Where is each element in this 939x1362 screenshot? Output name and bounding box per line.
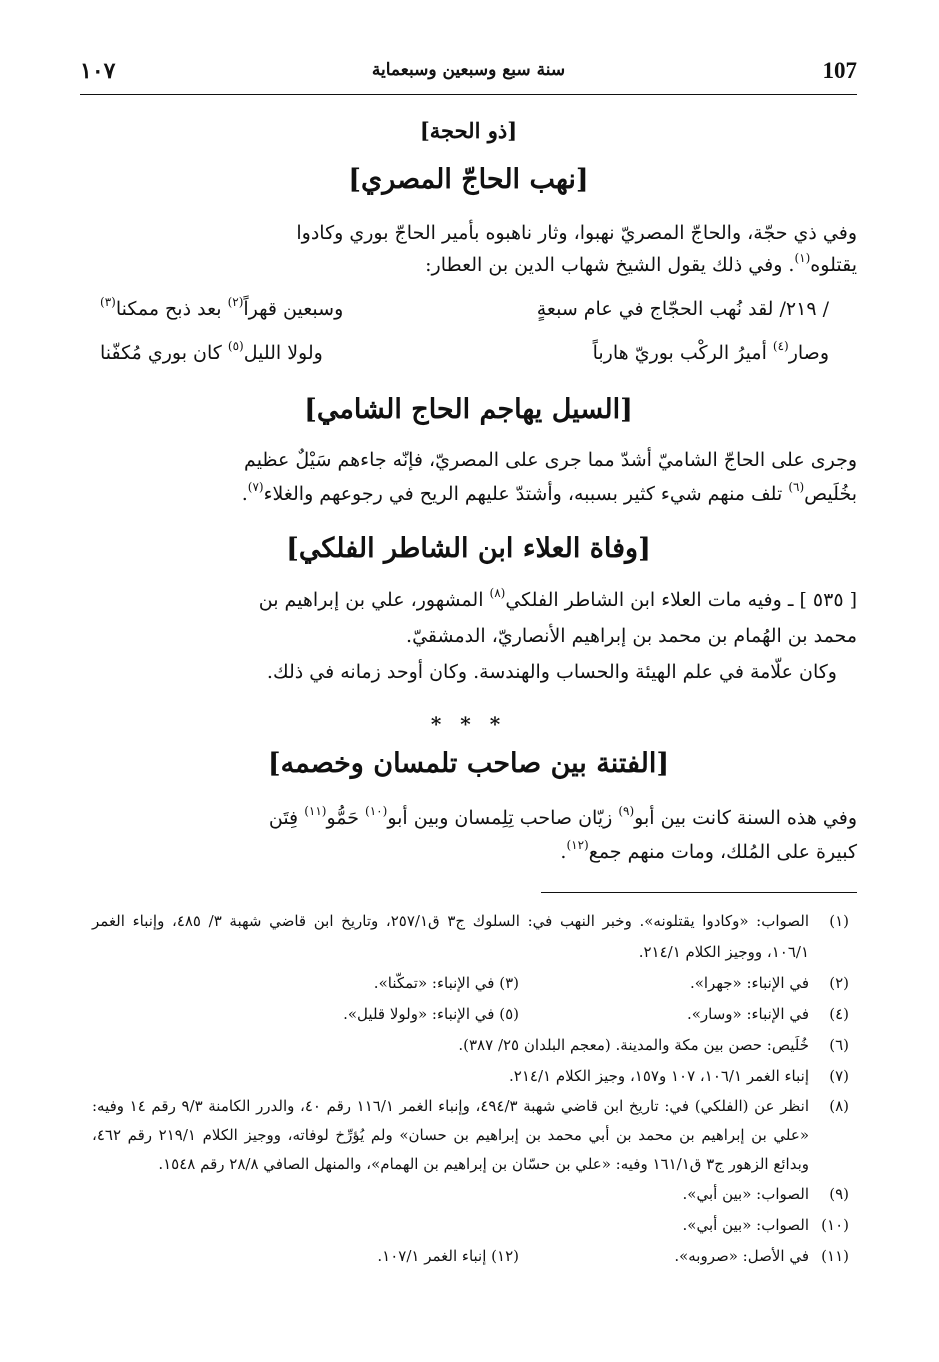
text-line: وفي ذي حجّة، والحاجّ المصريّ نهبوا، وثار ناهبوه بأمير الحاجّ بوري وكادوا: [296, 222, 857, 244]
text-line: يقتلوه$^{(١)}$. وفي ذلك يقول الشيخ شهاب الدين بن العطار:: [425, 251, 857, 276]
footnotes: [92, 906, 849, 1272]
verse-1: [100, 295, 829, 338]
paragraph-flood: [80, 440, 857, 514]
text-line: وجرى على الحاجّ الشاميّ أشدّ مما جرى على المصريّ، فإنّه جاءهم سَيْلٌ عظيم: [244, 449, 857, 471]
footnote-rule: [541, 892, 857, 893]
text-line: بخُلَيص$^{(٦)}$ تلف منهم شيء كثير بسببه، وأشتدّ عليهم الريح في رجوعهم والغلاء$^{(٧)}$.: [241, 480, 857, 505]
section-heading-death-notice: [وفاة العلاء ابن الشاطر الفلكي]: [286, 533, 651, 564]
footnote-6: (٦) خُلَيص: حصن بين مكة والمدينة. (معجم البلدان ٢٥/ ٣٨٧).: [458, 1036, 849, 1054]
verse-2: [100, 339, 829, 382]
text-line: [ ٥٣٥ ] ـ وفيه مات العلاء ابن الشاطر الفلكي$^{(٨)}$ المشهور، علي بن إبراهيم بن: [258, 586, 857, 611]
section-separator: * * *: [430, 712, 507, 736]
running-header: [80, 58, 857, 94]
footnote-ref: (١): [794, 251, 811, 265]
section-heading-tlemcen: [الفتنة بين صاحب تلمسان وخصمه]: [267, 748, 670, 779]
footnote-10: (١٠) الصواب: «بين أبي».: [682, 1216, 849, 1234]
section-heading-flood: [السيل يهاجم الحاج الشامي]: [304, 394, 633, 425]
footnote-9: (٩) الصواب: «بين أبي».: [682, 1185, 849, 1203]
page-number-arabic: ١٠٧: [80, 58, 116, 84]
entry-number: [ ٥٣٥ ] ـ وفيه مات العلاء ابن الشاطر الفلكي: [505, 589, 857, 611]
text-line: وفي هذه السنة كانت بين أبو$^{(٩)}$ زيّان صاحب تِلِمسان وبين أبو$^{(١٠)}$ حَمُّو$^{(١١)}$ فِتَن: [268, 804, 857, 829]
footnote-7: (٧) إنباء الغمر ١٠٦/١، ١٠٧ و١٥٧، وجيز الكلام ٢١٤/١.: [509, 1067, 849, 1085]
verse-hemistich: وصار$^{(٤)}$ أميرُ الركْب بوريّ هارباً: [592, 339, 829, 364]
verse-hemistich: وسبعين قهراً$^{(٢)}$ بعد ذبح ممكنا$^{(٣)}$: [100, 295, 344, 320]
verse-hemistich: / ٢١٩/ لقد نُهب الحجّاج في عام سبعةٍ: [536, 298, 829, 320]
text-line: كبيرة على المُلك، ومات منهم جمع$^{(١٢)}$.: [560, 838, 857, 863]
footnote-11-12: (١١) في الأصل: «صروبه». (١٢) إنباء الغمر ١٠٧/١.: [377, 1247, 849, 1265]
footnote-8: (٨) انظر عن (الفلكي) في: تاريخ ابن قاضي شهبة ٤٩٤/٣، وإنباء الغمر ١١٦/١ رقم ٤٠، والدرر الكامنة ٩/٣ رقم ١٤ وفيه: «علي بن إبراهيم بن محمد بن أبي محمد بن إبراهيم بن حسان» ولم يُؤرِّخ لوفاته، ووجيز الكلام ٢١٩/١ رقم ٤٦٢، وبدائع الزهور ج٣ ق١٦١/١ وفيه: «علي بن حسّان بن إبراهيم بن الهمام»، والمنهل الصافي ٢٨/٨ رقم ١٥٤٨.: [92, 1097, 849, 1173]
header-rule: [80, 94, 857, 95]
paragraph-death-notice: [80, 580, 857, 692]
text-line: وكان علّامة في علم الهيئة والحساب والهندسة. وكان أوحد زمانه في ذلك.: [266, 661, 837, 683]
paragraph-tlemcen: [80, 798, 857, 872]
running-title: سنة سبع وسبعين وسبعماية: [371, 60, 566, 80]
verse-hemistich: ولولا الليل$^{(٥)}$ كان بوري مُكفّنا: [100, 339, 323, 364]
section-heading-hajj-raid: [نهب الحاجّ المصري]: [348, 164, 589, 195]
footnote-4-5: (٤) في الإنباء: «وسار». (٥) في الإنباء: «ولولا قليل».: [343, 1005, 849, 1023]
footnote-2-3: (٢) في الإنباء: «جهرا». (٣) في الإنباء: «تمكّنا».: [373, 974, 849, 992]
footnote-1: (١) الصواب: «وكادوا يقتلونه». وخبر النهب في: السلوك ج٣ ق٢٥٧/١، وتاريخ ابن قاضي شهبة ٣/ ٤٨٥، وإنباء الغمر ١٠٦/١، ووجيز الكلام ٢١٤/١.: [92, 912, 849, 961]
page-number-latin: 107: [822, 58, 857, 83]
text-line: محمد بن الهُمام بن محمد بن إبراهيم الأنصاريّ، الدمشقيّ.: [406, 625, 857, 647]
paragraph-hajj-raid: [80, 213, 857, 285]
month-heading: [ذو الحجة]: [419, 118, 518, 143]
